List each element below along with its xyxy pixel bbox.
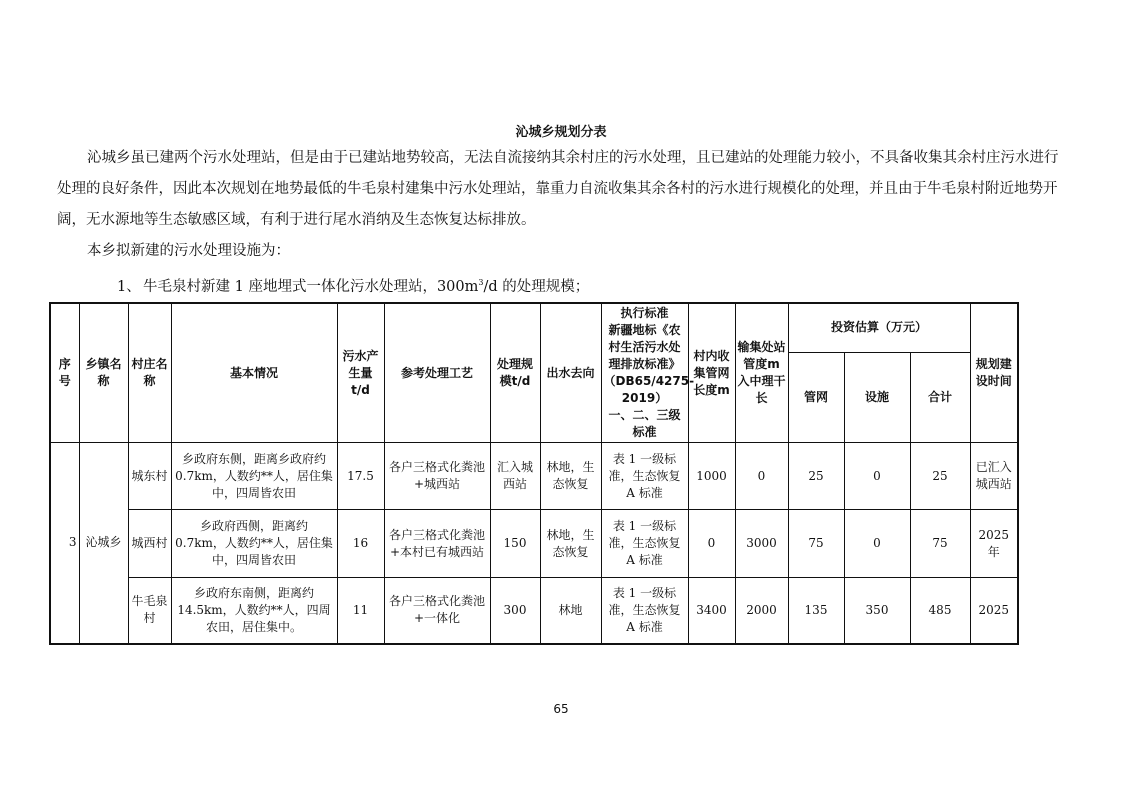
header-invest-total: 合计: [910, 352, 970, 442]
cell-outlet: 林地，生态恢复: [540, 443, 601, 510]
header-town: 乡镇名称: [79, 303, 128, 443]
cell-village: 城西村: [128, 510, 171, 578]
plan-item-superscript: 3: [478, 278, 484, 287]
cell-process: 各户三格式化粪池+本村已有城西站: [384, 510, 490, 578]
table-row: [50, 510, 1018, 578]
cell-sewage: 17.5: [337, 443, 384, 510]
plan-paragraph: 本乡拟新建的污水处理设施为：: [87, 243, 290, 259]
cell-sewage: 11: [337, 578, 384, 644]
header-standard-grade: 一、二、三级标准: [608, 408, 681, 439]
plan-item-text-a: 牛毛泉村新建 1 座地埋式一体化污水处理站，300m: [143, 278, 479, 295]
cell-basic: 乡政府西侧，距离约 0.7km，人数约**人，居住集中，四周皆农田: [171, 510, 337, 578]
cell-standard: 表 1 一级标准，生态恢复 A 标准: [601, 443, 688, 510]
cell-pipe-in: 0: [688, 510, 735, 578]
header-standard-body: 新疆地标《农村生活污水处理排放标准》（DB65/4275-2019）: [603, 323, 695, 405]
cell-pipe-trunk: 2000: [735, 578, 788, 644]
cell-standard: 表 1 一级标准，生态恢复 A 标准: [601, 510, 688, 578]
cell-standard: 表 1 一级标准，生态恢复 A 标准: [601, 578, 688, 644]
plan-item-1: [57, 267, 1067, 303]
cell-village: 牛毛泉村: [128, 578, 171, 644]
page-number: 65: [553, 702, 569, 716]
document-title: 沁城乡规划分表: [515, 125, 607, 140]
header-invest-facility: 设施: [844, 352, 910, 442]
plan-item-text-b: /d 的处理规模；: [483, 278, 590, 295]
cell-scale: 150: [490, 510, 540, 578]
header-outlet: 出水去向: [540, 303, 601, 443]
header-invest: 投资估算（万元）: [788, 303, 970, 352]
cell-basic: 乡政府东侧，距离乡政府约 0.7km，人数约**人，居住集中，四周皆农田: [171, 443, 337, 510]
cell-pipe-in: 1000: [688, 443, 735, 510]
cell-scale: 汇入城西站: [490, 443, 540, 510]
cell-pipe-trunk: 0: [735, 443, 788, 510]
cell-invest-total: 485: [910, 578, 970, 644]
header-seq: 序号: [50, 303, 79, 443]
cell-process: 各户三格式化粪池+城西站: [384, 443, 490, 510]
table-row: [50, 578, 1018, 644]
cell-outlet: 林地，生态恢复: [540, 510, 601, 578]
cell-basic: 乡政府东南侧，距离约 14.5km，人数约**人，四周农田，居住集中。: [171, 578, 337, 644]
cell-plan-time: 2025: [970, 578, 1018, 644]
plan-item-number: 1、: [117, 278, 141, 295]
header-plan-time: 规划建设时间: [970, 303, 1018, 443]
cell-process: 各户三格式化粪池+一体化: [384, 578, 490, 644]
cell-scale: 300: [490, 578, 540, 644]
intro-paragraph: 沁城乡虽已建两个污水处理站，但是由于已建站地势较高，无法自流接纳其余村庄的污水处理，且已建站的处理能力较小，不具备收集其余村庄污水进行处理的良好条件，因此本次规划在地势最低的牛毛泉村建集中污水处理站，靠重力自流收集其余各村的污水进行规模化的处理，并且由于牛毛泉村附近地势开阔，无水源地等生态敏感区域，有利于进行尾水消纳及生态恢复达标排放。: [57, 150, 1059, 228]
cell-pipe-trunk: 3000: [735, 510, 788, 578]
header-process: 参考处理工艺: [384, 303, 490, 443]
cell-invest-pipe: 75: [788, 510, 844, 578]
cell-town: 沁城乡: [79, 443, 128, 644]
cell-invest-pipe: 25: [788, 443, 844, 510]
cell-outlet: 林地: [540, 578, 601, 644]
cell-invest-total: 75: [910, 510, 970, 578]
cell-village: 城东村: [128, 443, 171, 510]
header-standard-title: 执行标准: [620, 306, 669, 320]
cell-plan-time: 2025年: [970, 510, 1018, 578]
header-standard: [601, 303, 695, 443]
header-scale: 处理规模t/d: [490, 303, 540, 443]
cell-seq: 3: [50, 443, 79, 644]
header-village: 村庄名称: [128, 303, 171, 443]
header-basic: 基本情况: [171, 303, 337, 443]
cell-invest-facility: 350: [844, 578, 910, 644]
cell-invest-total: 25: [910, 443, 970, 510]
header-invest-pipe: 管网: [788, 352, 844, 442]
cell-sewage: 16: [337, 510, 384, 578]
cell-pipe-in: 3400: [688, 578, 735, 644]
cell-invest-pipe: 135: [788, 578, 844, 644]
cell-invest-facility: 0: [844, 443, 910, 510]
cell-invest-facility: 0: [844, 510, 910, 578]
header-sewage: 污水产生量t/d: [337, 303, 384, 443]
planning-table: [49, 302, 1019, 645]
cell-plan-time: 已汇入城西站: [970, 443, 1018, 510]
table-row: [50, 443, 1018, 510]
header-pipe-in: 村内收集管网长度m: [688, 303, 735, 443]
header-pipe-trunk: 输集处站管度m 入中理干长: [735, 303, 788, 443]
